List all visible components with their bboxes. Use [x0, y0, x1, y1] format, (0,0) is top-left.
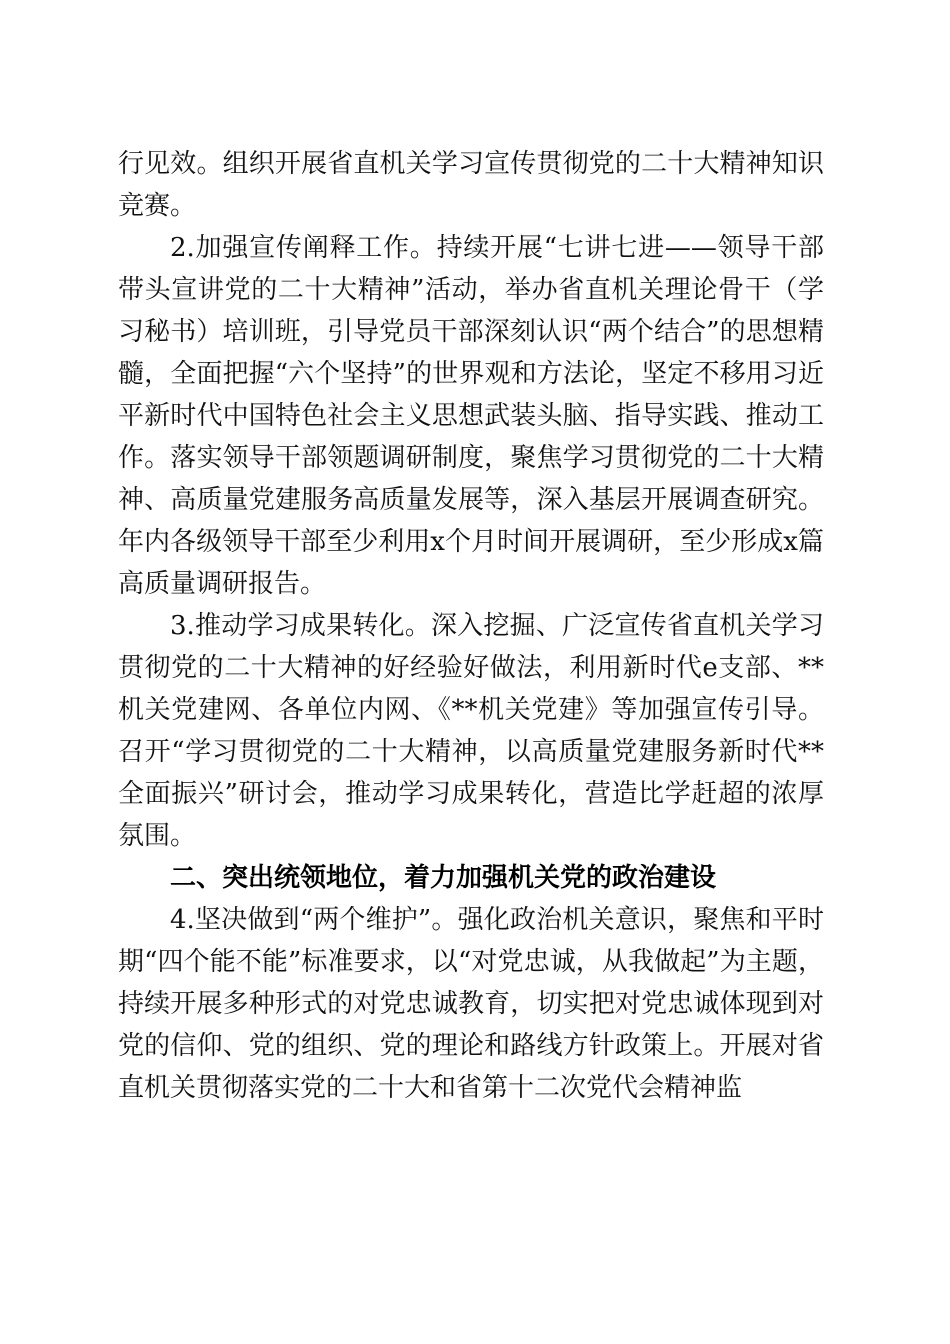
paragraph-continuation: 行见效。组织开展省直机关学习宣传贯彻党的二十大精神知识竞赛。: [118, 149, 824, 221]
section-heading: 二、突出统领地位，着力加强机关党的政治建设: [170, 863, 717, 893]
document-body: [118, 143, 824, 1109]
paragraph-item-4: 4.坚决做到“两个维护”。强化政治机关意识，聚焦和平时期“四个能不能”标准要求，以“对党忠诚，从我做起”为主题，持续开展多种形式的对党忠诚教育，切实把对党忠诚体现到对党的信仰、党的组织、党的理论和路线方针政策上。开展对省直机关贯彻落实党的二十大和省第十二次党代会精神监: [118, 905, 824, 1103]
paragraph-item-2: 2.加强宣传阐释工作。持续开展“七讲七进——领导干部带头宣讲党的二十大精神”活动，举办省直机关理论骨干（学习秘书）培训班，引导党员干部深刻认识“两个结合”的思想精髓，全面把握“六个坚持”的世界观和方法论，坚定不移用习近平新时代中国特色社会主义思想武装头脑、指导实践、推动工作。落实领导干部领题调研制度，聚焦学习贯彻党的二十大精神、高质量党建服务高质量发展等，深入基层开展调查研究。年内各级领导干部至少利用x个月时间开展调研，至少形成x篇高质量调研报告。: [118, 233, 824, 599]
paragraph-item-3: 3.推动学习成果转化。深入挖掘、广泛宣传省直机关学习贯彻党的二十大精神的好经验好做法，利用新时代e支部、**机关党建网、各单位内网、《**机关党建》等加强宣传引导。召开“学习贯彻党的二十大精神，以高质量党建服务新时代**全面振兴”研讨会，推动学习成果转化，营造比学赶超的浓厚氛围。: [118, 611, 824, 851]
